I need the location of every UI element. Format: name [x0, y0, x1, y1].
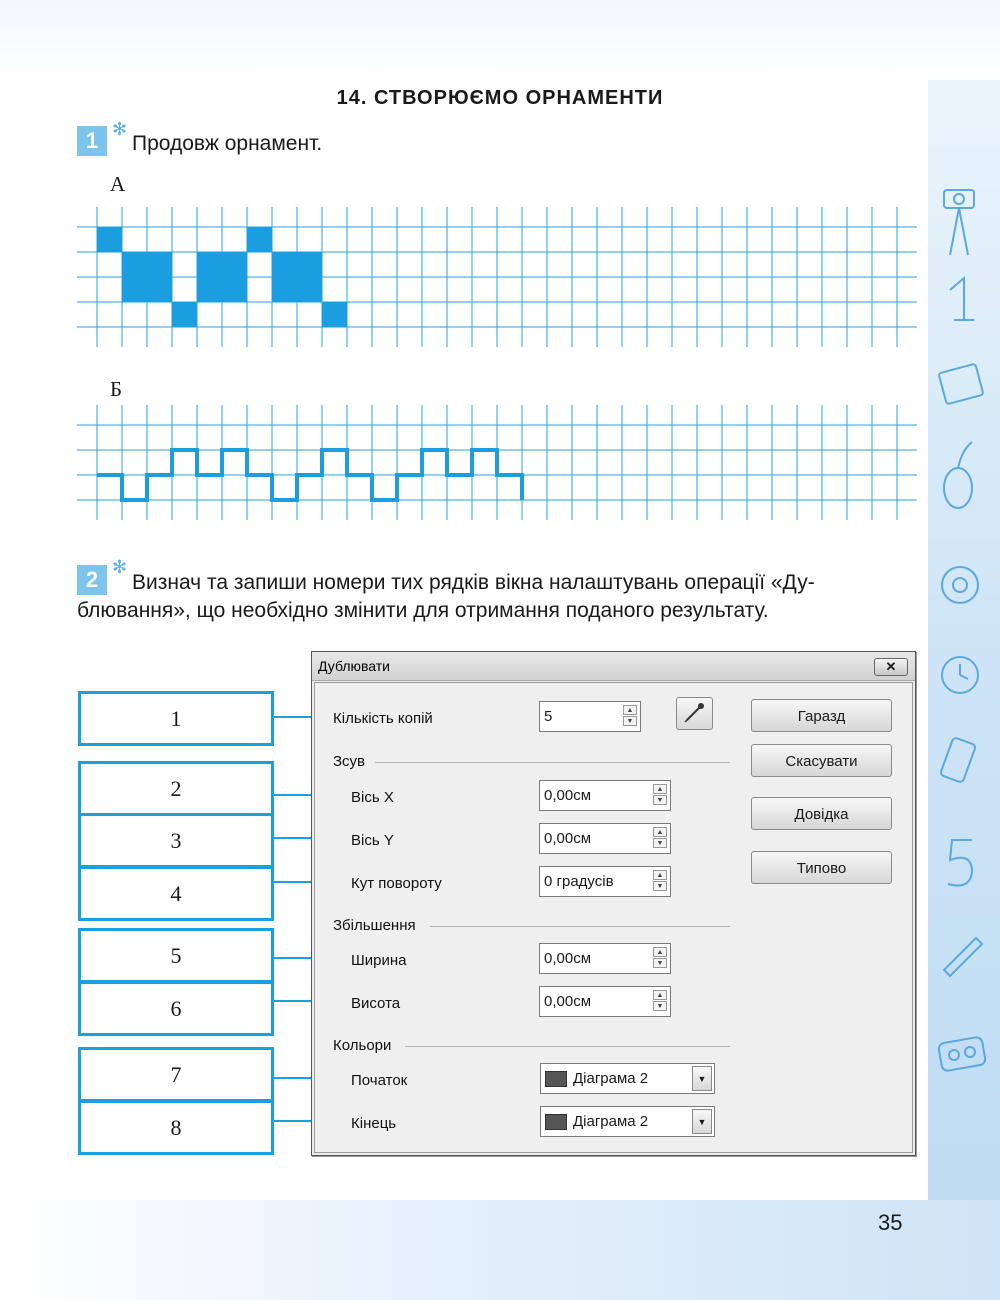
pencil-icon	[944, 938, 982, 976]
dropdown-arrow-icon[interactable]: ▼	[692, 1109, 712, 1134]
task1-number: 1	[77, 126, 107, 156]
axis-y-label: Вісь Y	[351, 832, 394, 849]
number-one-icon	[950, 278, 974, 320]
camera-icon	[944, 190, 974, 255]
cassette-player-icon	[938, 1036, 986, 1071]
eyedropper-icon	[677, 698, 712, 729]
copies-label: Кількість копій	[333, 710, 433, 727]
asterisk-icon: ✻	[112, 557, 128, 577]
axis-y-value: 0,00см	[544, 830, 592, 847]
answer-box-7[interactable]: 7	[78, 1047, 274, 1102]
close-icon[interactable]: ✕	[874, 658, 908, 676]
color-swatch	[545, 1071, 567, 1087]
alarm-clock-icon	[942, 657, 978, 693]
task1-text: Продовж орнамент.	[132, 132, 323, 155]
axis-x-value: 0,00см	[544, 787, 592, 804]
width-value: 0,00см	[544, 950, 592, 967]
start-color-label: Початок	[351, 1072, 408, 1089]
number-five-icon	[948, 840, 972, 886]
task2-text-line1: Визнач та запиши номери тих рядків вікна налаштувань операції «Ду-	[132, 571, 815, 594]
color-swatch	[545, 1114, 567, 1130]
dialog-body	[314, 682, 913, 1153]
answer-box-6[interactable]: 6	[78, 981, 274, 1036]
answer-box-3[interactable]: 3	[78, 813, 274, 868]
dialog-title: Дублювати	[318, 658, 390, 674]
angle-value: 0 градусів	[544, 873, 614, 890]
grid-b-label: Б	[110, 377, 123, 401]
section-divider	[430, 926, 730, 927]
asterisk-icon: ✻	[112, 119, 128, 139]
end-color-select[interactable]	[540, 1106, 715, 1137]
duplicate-dialog	[311, 651, 916, 1156]
cancel-button[interactable]: Скасувати	[751, 744, 892, 777]
page-number: 35	[878, 1210, 903, 1235]
section-divider	[375, 762, 730, 763]
at-sign-icon	[942, 567, 978, 603]
spinner-arrows-icon[interactable]: ▲ ▼	[653, 990, 667, 1013]
spinner-arrows-icon[interactable]: ▲ ▼	[653, 870, 667, 893]
width-spinner[interactable]	[539, 943, 671, 974]
spinner-arrows-icon[interactable]: ▲ ▼	[653, 827, 667, 850]
end-color-value: Діаграма 2	[573, 1113, 649, 1130]
answer-box-1[interactable]: 1	[78, 691, 274, 746]
help-button[interactable]: Довідка	[751, 797, 892, 830]
height-value: 0,00см	[544, 993, 592, 1010]
section-divider	[405, 1046, 730, 1047]
start-color-value: Діаграма 2	[573, 1070, 649, 1087]
width-label: Ширина	[351, 952, 407, 969]
axis-x-label: Вісь X	[351, 789, 394, 806]
task2-number: 2	[77, 565, 107, 595]
enlarge-section: Збільшення	[333, 917, 416, 934]
start-color-select[interactable]	[540, 1063, 715, 1094]
angle-spinner[interactable]	[539, 866, 671, 897]
side-decoration	[932, 180, 992, 1080]
colors-section: Кольори	[333, 1037, 392, 1054]
mouse-icon	[944, 442, 972, 508]
answer-box-4[interactable]: 4	[78, 866, 274, 921]
height-label: Висота	[351, 995, 401, 1012]
answer-box-8[interactable]: 8	[78, 1100, 274, 1155]
page-title: 14. СТВОРЮЄМО ОРНАМЕНТИ	[336, 87, 664, 109]
end-color-label: Кінець	[351, 1115, 397, 1132]
dropdown-arrow-icon[interactable]: ▼	[692, 1066, 712, 1091]
default-button[interactable]: Типово	[751, 851, 892, 884]
height-spinner[interactable]	[539, 986, 671, 1017]
copies-spinner[interactable]	[539, 701, 641, 732]
angle-label: Кут повороту	[351, 875, 442, 892]
spinner-arrows-icon[interactable]: ▲ ▼	[653, 784, 667, 807]
axis-y-spinner[interactable]	[539, 823, 671, 854]
copies-value: 5	[544, 708, 553, 725]
task2-text-line2: блювання», що необхідно змінити для отримання поданого результату.	[77, 599, 769, 622]
ok-button[interactable]: Гаразд	[751, 699, 892, 732]
spinner-arrows-icon[interactable]: ▲ ▼	[653, 947, 667, 970]
pick-values-button[interactable]	[676, 697, 713, 730]
dialog-titlebar[interactable]	[312, 652, 915, 681]
phone-icon	[940, 737, 976, 783]
answer-box-2[interactable]: 2	[78, 761, 274, 816]
offset-section: Зсув	[333, 753, 366, 770]
axis-x-spinner[interactable]	[539, 780, 671, 811]
grid-a-label: А	[110, 172, 126, 196]
answer-box-5[interactable]: 5	[78, 928, 274, 983]
calculator-icon	[939, 364, 984, 405]
spinner-arrows-icon[interactable]: ▲ ▼	[623, 705, 637, 728]
